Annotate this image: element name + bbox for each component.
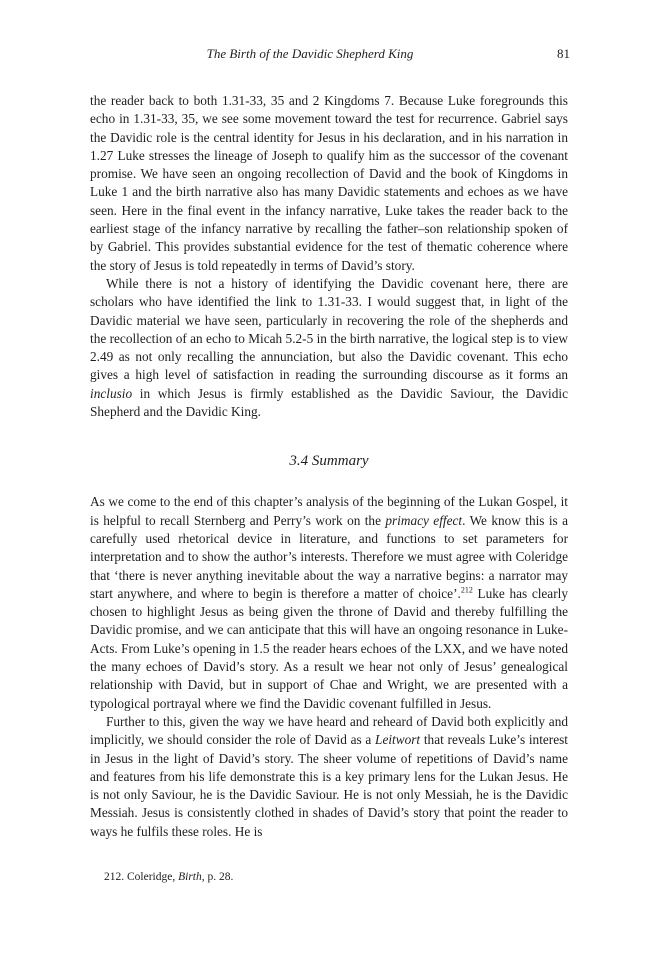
paragraph-3-text-c: Luke has clearly chosen to highlight Jesus as being given the throne of David and thereby fulfilling the Davidic promise, and we can anticipate that this will have an ongoing resonance in Luke-Acts. From Luke’s opening in 1.5 the reader hears echoes of the LXX, and we have noted the many echoes of David’s story. As a result we hear not only of Jesus’ genealogical relationship with David, but in support of Chae and Wright, we are presented with a typological portrayal where we find the Davidic covenant fulfilled in Jesus. bbox=[90, 585, 568, 711]
page-number: 81 bbox=[557, 46, 570, 61]
footnote bbox=[104, 871, 233, 883]
footnote-text-a: 212. Coleridge, bbox=[104, 871, 179, 883]
paragraph-1: the reader back to both 1.31-33, 35 and 2 Kingdoms 7. Because Luke foregrounds this echo in 1.31-33, 35, we see some movement toward the test for recurrence. Gabriel says the Davidic role is the central identity for Jesus in his declaration, and in his narration in 1.27 Luke stresses the lineage of Joseph to qualify him as the successor of the covenant promise. We have seen an ongoing recollection of David and the book of Kingdoms in Luke 1 and the birth narrative also has many Davidic statements and echoes as we have seen. Here in the final event in the infancy narrative, Luke takes the reader back to the earliest stage of the infancy narrative by recalling the father–son relationship spoken of by Gabriel. This provides substantial evidence for the test of thematic coherence where the story of Jesus is told repeatedly in terms of David’s story. bbox=[90, 93, 568, 273]
paragraph-3 bbox=[90, 493, 568, 713]
leitwort-term: Leitwort bbox=[375, 732, 421, 748]
inclusio-term: inclusio bbox=[90, 385, 133, 401]
primacy-effect-term: primacy effect bbox=[385, 512, 463, 528]
paragraph-4 bbox=[90, 713, 568, 841]
footnote-title: Birth, bbox=[178, 871, 205, 883]
running-head-title: The Birth of the Davidic Shepherd King bbox=[206, 46, 414, 61]
footnote-reference: 212 bbox=[460, 585, 473, 595]
paragraph-4-text-b: that reveals Luke’s interest in Jesus in the light of David’s story. The sheer volume of repetitions of David’s name and features from his life demonstrate this is a key primary lens for the Lukan Jesus. He is not only Saviour, he is the Davidic Saviour. He is not only Messiah, he is the Davidic Messiah. Jesus is consistently clothed in shades of David’s story that point the reader to ways he fulfils these roles. He is bbox=[90, 732, 568, 839]
paragraph-3-text-a: As we come to the end of this chapter’s analysis of the beginning of the Lukan Gospel, it is helpful to recall Sternberg and Perry’s work on the bbox=[90, 494, 568, 528]
paragraph-4-text-a: Further to this, given the way we have heard and reheard of David both explicitly and implicitly, we should consider the role of David as a bbox=[90, 713, 568, 748]
paragraph-2-text-a: While there is not a history of identifying the Davidic covenant here, there are scholars who have identified the link to 1.31-33. I would suggest that, in light of the Davidic material we have seen, particularly in recovering the role of the shepherds and the recollection of an echo to Micah 5.2-5 in the birth narrative, the logical step is to view 2.49 as not only recalling the annunciation, but also the Davidic covenant. This echo gives a high level of satisfaction in reading the surrounding discourse as it forms an bbox=[90, 275, 568, 383]
paragraph-2-text-b: in which Jesus is firmly established as the Davidic Saviour, the Davidic Shepherd and the Davidic King. bbox=[90, 385, 568, 420]
footnote-text-b: p. 28. bbox=[204, 871, 234, 883]
section-heading: 3.4 Summary bbox=[289, 453, 369, 470]
paragraph-2 bbox=[90, 275, 568, 421]
page-body bbox=[90, 92, 568, 841]
paragraph-3-text-b: . We know this is a carefully used rhetorical device in literature, and functions to set parameters for interpretation and to show the author’s interests. Therefore we must agree with Coleridge that ‘there is never anything inevitable about the way a narrative begins: a narrator may start anywhere, and where to begin is therefore a matter of choice’. bbox=[90, 512, 568, 601]
running-head bbox=[90, 46, 570, 66]
